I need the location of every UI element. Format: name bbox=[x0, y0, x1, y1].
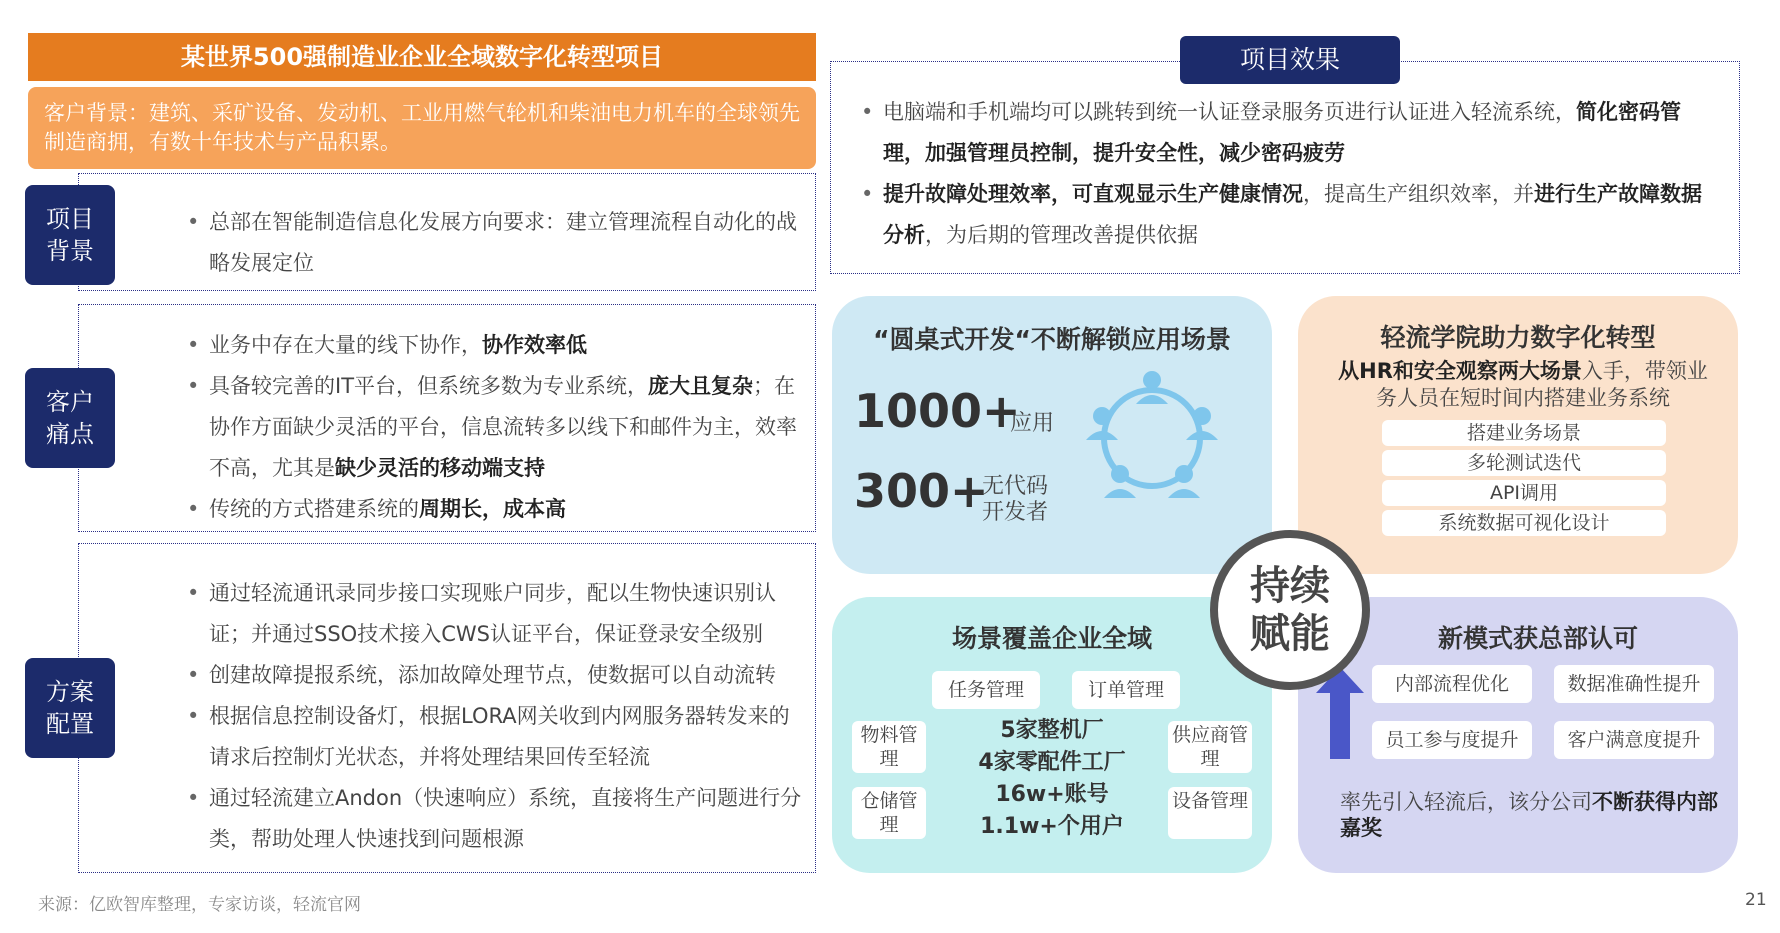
stat-apps-label: 应用 bbox=[1010, 411, 1055, 436]
card-footer-text: 率先引入轻流后，该分公司不断获得内部嘉奖 bbox=[1340, 790, 1718, 840]
pill-process-optimization: 内部流程优化 bbox=[1372, 665, 1532, 703]
section-label-background: 项目背景 bbox=[25, 185, 115, 285]
stat-accounts: 16w+账号 bbox=[995, 782, 1109, 807]
list-item: • 电脑端和手机端均可以跳转到统一认证登录服务页进行认证进入轻流系统，简化密码管理，加强管理员控制，提升安全性，减少密码疲劳 bbox=[883, 92, 1721, 174]
card-title: 场景覆盖企业全域 bbox=[951, 624, 1152, 653]
list-item: • 具备较完善的IT平台，但系统多数为专业系统，庞大且复杂；在协作方面缺少灵活的平台，信息流转多以线下和邮件为主，效率不高，尤其是缺少灵活的移动端支持 bbox=[209, 366, 803, 489]
card-app-scenarios bbox=[832, 296, 1272, 574]
effect-title: 项目效果 bbox=[1180, 36, 1400, 84]
pill-test-iteration: 多轮测试迭代 bbox=[1382, 450, 1666, 476]
pill-employee-engagement: 员工参与度提升 bbox=[1372, 721, 1532, 759]
list-item: • 提升故障处理效率，可直观显示生产健康情况，提高生产组织效率，并进行生产故障数据分析，为后期的管理改善提供依据 bbox=[883, 174, 1721, 256]
pill-material-mgmt: 物料管理 bbox=[852, 721, 926, 773]
card-title: “圆桌式开发“不断解锁应用场景 bbox=[873, 325, 1231, 354]
section-label-pain: 客户痛点 bbox=[25, 368, 115, 468]
list-item: • 通过轻流通讯录同步接口实现账户同步，配以生物快速识别认证；并通过SSO技术接入CWS认证平台，保证登录安全级别 bbox=[209, 573, 807, 655]
effect-box bbox=[830, 61, 1740, 274]
card-title: 轻流学院助力数字化转型 bbox=[1380, 323, 1656, 352]
list-item: • 根据信息控制设备灯，根据LORA网关收到内网服务器转发来的请求后控制灯光状态，并将处理结果回传至轻流 bbox=[209, 696, 807, 778]
stat-list bbox=[932, 715, 1172, 843]
section-label-solution: 方案配置 bbox=[25, 658, 115, 758]
client-background: 客户背景：建筑、采矿设备、发动机、工业用燃气轮机和柴油电力机车的全球领先制造商拥，有数十年技术与产品积累。 bbox=[28, 87, 816, 169]
pill-order-mgmt: 订单管理 bbox=[1072, 671, 1180, 709]
card-description: 从HR和安全观察两大场景入手，带领业务人员在短时间内搭建业务系统 bbox=[1338, 359, 1708, 410]
pill-api-call: API调用 bbox=[1382, 480, 1666, 506]
list-item: • 通过轻流建立Andon（快速响应）系统，直接将生产问题进行分类，帮助处理人快速找到问题根源 bbox=[209, 778, 807, 860]
list-item: • 业务中存在大量的线下协作，协作效率低 bbox=[209, 325, 803, 366]
pill-data-accuracy: 数据准确性提升 bbox=[1554, 665, 1714, 703]
background-box bbox=[78, 173, 816, 291]
stat-devs-number: 300+ bbox=[854, 464, 989, 518]
pill-supplier-mgmt: 供应商管理 bbox=[1168, 721, 1252, 773]
stat-assembly-plants: 5家整机厂 bbox=[1000, 718, 1104, 743]
stat-parts-plants: 4家零配件工厂 bbox=[978, 750, 1126, 775]
background-list bbox=[177, 202, 803, 284]
solution-box bbox=[78, 543, 816, 873]
stat-users: 1.1w+个用户 bbox=[980, 814, 1124, 839]
card-academy bbox=[1298, 296, 1738, 574]
effect-list bbox=[851, 92, 1721, 256]
pill-build-scenario: 搭建业务场景 bbox=[1382, 420, 1666, 446]
page-title: 某世界500强制造业企业全域数字化转型项目 bbox=[28, 33, 816, 81]
stat-devs-label: 无代码开发者 bbox=[982, 474, 1049, 525]
list-item: • 传统的方式搭建系统的周期长，成本高 bbox=[209, 489, 803, 530]
pain-box bbox=[78, 304, 816, 532]
list-item: • 总部在智能制造信息化发展方向要求：建立管理流程自动化的战略发展定位 bbox=[209, 202, 803, 284]
source-note: 来源：亿欧智库整理，专家访谈，轻流官网 bbox=[38, 895, 361, 915]
pill-warehouse-mgmt: 仓储管理 bbox=[852, 787, 926, 839]
continuous-empowerment-badge bbox=[1210, 530, 1370, 690]
stat-apps-number: 1000+ bbox=[854, 384, 1021, 438]
solution-list bbox=[177, 573, 807, 860]
pain-list bbox=[177, 325, 803, 530]
people-circle-icon bbox=[1082, 366, 1222, 506]
pill-equipment-mgmt: 设备管理 bbox=[1168, 787, 1252, 839]
card-title: 新模式获总部认可 bbox=[1437, 624, 1638, 653]
badge-text: 持续赋能 bbox=[1250, 563, 1330, 657]
page-number: 21 bbox=[1745, 890, 1767, 910]
list-item: • 创建故障提报系统，添加故障处理节点，使数据可以自动流转 bbox=[209, 655, 807, 696]
pill-data-visualization: 系统数据可视化设计 bbox=[1382, 510, 1666, 536]
pill-task-mgmt: 任务管理 bbox=[932, 671, 1040, 709]
pill-customer-satisfaction: 客户满意度提升 bbox=[1554, 721, 1714, 759]
card-coverage bbox=[832, 597, 1272, 873]
